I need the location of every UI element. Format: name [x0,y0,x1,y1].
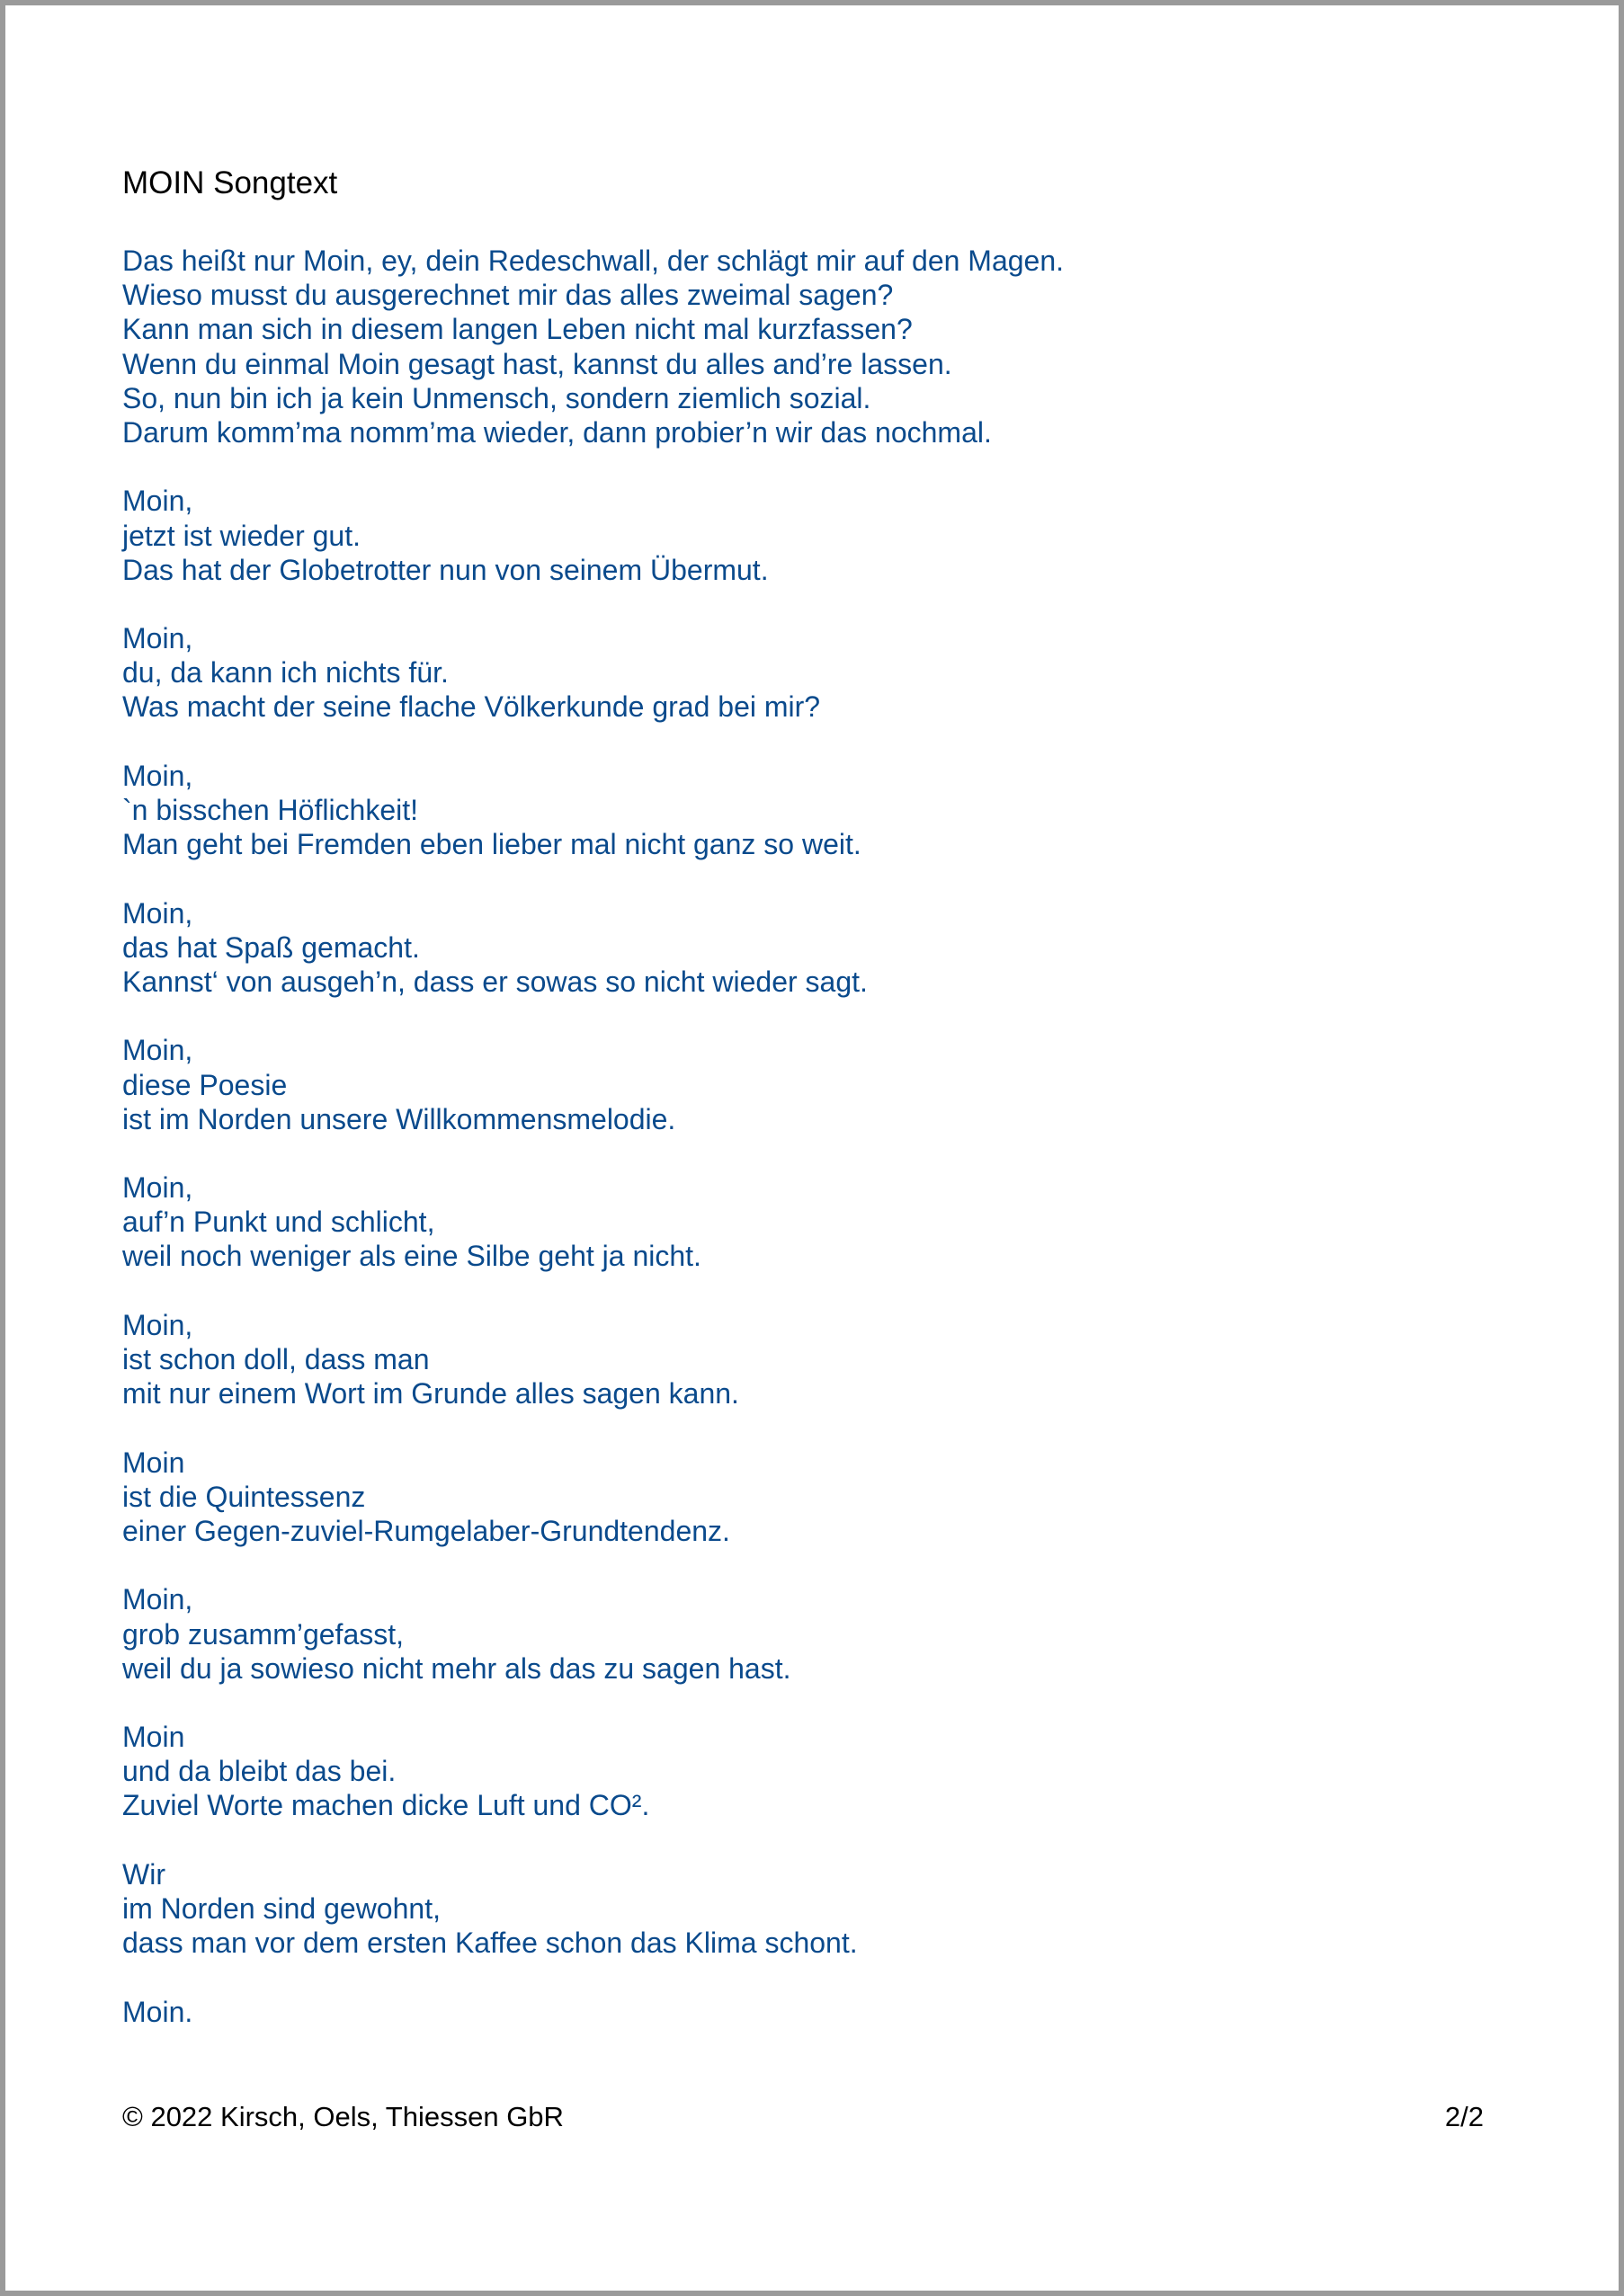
lyrics-line: Moin [122,1446,185,1479]
lyrics-stanza [122,1033,1525,1136]
lyrics-line: Wieso musst du ausgerechnet mir das alles zweimal sagen? [122,279,894,312]
lyrics-line: Moin, [122,622,193,655]
lyrics-line: jetzt ist wieder gut. [122,519,361,552]
lyrics-line: Moin [122,1721,185,1754]
lyrics-line: und da bleibt das bei. [122,1755,397,1788]
lyrics-line: weil du ja sowieso nicht mehr als das zu sagen hast. [122,1651,791,1685]
lyrics-line: mit nur einem Wort im Grunde alles sagen kann. [122,1377,739,1411]
lyrics-stanza [122,1582,1525,1686]
lyrics-line: Das heißt nur Moin, ey, dein Redeschwall, der schlägt mir auf den Magen. [122,245,1065,277]
lyrics-line: Moin, [122,485,193,518]
lyrics-line: Was macht der seine flache Völkerkunde grad bei mir? [122,690,821,724]
lyrics-line: im Norden sind gewohnt, [122,1892,441,1925]
lyrics-stanza [122,1857,1525,1961]
lyrics-stanza [122,1995,1525,2029]
lyrics-body [122,244,1525,2063]
footer-copyright: © 2022 Kirsch, Oels, Thiessen GbR [122,2101,564,2132]
footer-page-number: 2/2 [1444,2101,1484,2132]
lyrics-line: das hat Spaß gemacht. [122,930,420,964]
page-title: MOIN Songtext [122,165,338,200]
lyrics-line: grob zusamm’gefasst, [122,1617,405,1651]
lyrics-line: Moin, [122,1034,193,1067]
lyrics-stanza [122,896,1525,1000]
lyrics-line: Darum komm’ma nomm’ma wieder, dann probier’n wir das nochmal. [122,415,992,449]
lyrics-line: Moin, [122,759,193,792]
lyrics-line: diese Poesie [122,1068,288,1101]
lyrics-stanza [122,1720,1525,1823]
lyrics-stanza [122,621,1525,725]
lyrics-stanza [122,1446,1525,1549]
lyrics-line: auf’n Punkt und schlicht, [122,1206,435,1239]
lyrics-line: weil noch weniger als eine Silbe geht ja nicht. [122,1240,701,1273]
lyrics-stanza [122,1308,1525,1411]
lyrics-stanza [122,1170,1525,1274]
lyrics-line: Moin, [122,1583,193,1616]
lyrics-line: Kann man sich in diesem langen Leben nicht mal kurzfassen? [122,313,913,346]
lyrics-line: So, nun bin ich ja kein Unmensch, sondern ziemlich sozial. [122,381,871,414]
lyrics-line: ist im Norden unsere Willkommensmelodie. [122,1102,676,1135]
lyrics-line: Moin, [122,896,193,930]
lyrics-line: ist die Quintessenz [122,1480,366,1513]
lyrics-line: du, da kann ich nichts für. [122,656,449,690]
lyrics-line: Das hat der Globetrotter nun von seinem Übermut. [122,553,769,586]
lyrics-line: Moin. [122,1995,193,2028]
lyrics-line: einer Gegen-zuviel-Rumgelaber-Grundtendenz. [122,1514,730,1547]
lyrics-stanza [122,484,1525,587]
lyrics-line: Man geht bei Fremden eben lieber mal nicht ganz so weit. [122,828,861,861]
lyrics-line: dass man vor dem ersten Kaffee schon das Klima schont. [122,1927,858,1960]
lyrics-line: Wenn du einmal Moin gesagt hast, kannst du alles and’re lassen. [122,347,952,380]
lyrics-line: Kannst‘ von ausgeh’n, dass er sowas so nicht wieder sagt. [122,965,868,998]
lyrics-stanza [122,759,1525,862]
lyrics-line: Moin, [122,1171,193,1205]
lyrics-stanza [122,244,1525,449]
lyrics-line: ist schon doll, dass man [122,1343,430,1375]
lyrics-line: Wir [122,1857,165,1891]
lyrics-line: Moin, [122,1308,193,1341]
lyrics-line: Zuviel Worte machen dicke Luft und CO². [122,1789,650,1822]
lyrics-line: `n bisschen Höflichkeit! [122,794,419,826]
